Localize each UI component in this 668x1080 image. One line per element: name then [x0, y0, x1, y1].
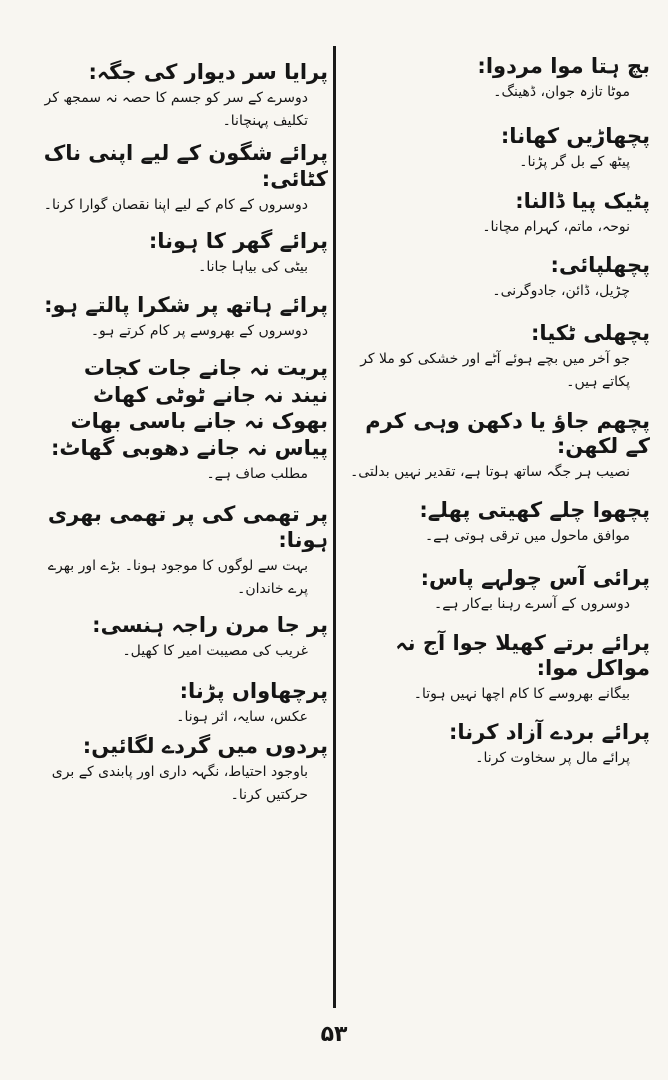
entry [28, 141, 328, 216]
right-column [350, 50, 650, 770]
entry-term: پچھوا چلے کھیتی پھلے: [419, 497, 650, 522]
left-column [28, 50, 328, 807]
entry [28, 436, 328, 486]
proverb-verse [28, 355, 328, 434]
entry [350, 720, 650, 770]
entry-meaning: باوجود احتیاط، نگہہ داری اور پابندی کے بری حرکتیں کرنا۔ [51, 763, 308, 803]
entry-term: پرائے شگون کے لیے اپنی ناک کٹائی: [43, 141, 328, 191]
entry-term: پچھلپائی: [550, 252, 650, 277]
entry-term: پچھم جاؤ یا دکھن وہی کرم کے لکھن: [365, 408, 650, 458]
entry-term: بچ ہتا موا مردوا: [477, 54, 650, 78]
entry-term: پرائے بردے آزاد کرنا: [448, 720, 650, 744]
entry [28, 293, 328, 343]
entry-term: پٹیک پیا ڈالنا: [515, 188, 650, 213]
entry-meaning: نصیب ہر جگہ ساتھ ہوتا ہے، تقدیر نہیں بدلتی۔ [350, 463, 630, 480]
entry-meaning: دوسروں کے آسرے رہنا بےکار ہے۔ [433, 596, 630, 613]
entry-meaning: غریب کی مصیبت امیر کا کھیل۔ [122, 643, 308, 660]
entry [28, 679, 328, 729]
entry-term: پرایا سر دیوار کی جگہ: [88, 60, 328, 84]
entry-meaning: مطلب صاف ہے۔ [206, 466, 308, 483]
entry-term: پچھاڑیں کھانا: [500, 124, 650, 149]
entry-term: پر تھمی کی پر تھمی بھری ہونا: [47, 502, 328, 552]
entry-meaning: نوحہ، ماتم، کہرام مچانا۔ [482, 218, 630, 235]
entry [28, 60, 328, 133]
entry [350, 498, 650, 548]
entry-meaning: عکس، سایہ، اثر ہونا۔ [176, 709, 308, 726]
entry-term: پرچھاواں پڑنا: [179, 679, 328, 704]
entry-term: پرائے گھر کا ہونا: [148, 228, 328, 253]
entry-meaning: بیٹی کی بیاہا جانا۔ [198, 259, 308, 276]
verse-line: پریت نہ جانے جات کجات [83, 356, 328, 381]
entry-meaning: دوسروں کے کام کے لیے اپنا نقصان گوارا کرنا۔ [43, 196, 308, 213]
entry [350, 54, 650, 104]
entry [28, 502, 328, 601]
entry [28, 734, 328, 807]
entry-meaning: موٹا تازہ جوان، ڈھینگ۔ [493, 84, 630, 101]
entry-meaning: پرائے مال پر سخاوت کرنا۔ [475, 750, 630, 767]
verse-line: نیند نہ جانے ٹوٹی کھاٹ [92, 382, 328, 407]
entry [350, 409, 650, 484]
column-divider [333, 46, 336, 1008]
entry-meaning: دوسروں کے بھروسے پر کام کرتے ہو۔ [90, 323, 308, 340]
entry-meaning: موافق ماحول میں ترقی ہوتی ہے۔ [424, 528, 630, 545]
verse-line: بھوک نہ جانے باسی بھات [70, 408, 328, 433]
entry-meaning: چڑیل، ڈائن، جادوگرنی۔ [492, 283, 630, 300]
page-number: ۵۳ [320, 1022, 348, 1047]
entry [350, 124, 650, 174]
entry [350, 253, 650, 303]
entry [350, 189, 650, 239]
entry-meaning: پیٹھ کے بل گر پڑنا۔ [519, 154, 630, 171]
entry [28, 229, 328, 279]
entry-meaning: دوسرے کے سر کو جسم کا حصہ نہ سمجھ کر تکلیف پہنچانا۔ [44, 90, 308, 130]
entry-meaning: بہت سے لوگوں کا موجود ہونا۔ بڑے اور بھرے پرے خاندان۔ [47, 557, 308, 597]
entry-term: پیاس نہ جانے دھوبی گھاٹ: [50, 436, 328, 461]
entry [28, 613, 328, 663]
entry-term: پر جا مرن راجہ ہنسی: [92, 613, 328, 637]
entry [350, 631, 650, 706]
entry-term: پرائے برتے کھیلا جوا آج نہ مواکل موا: [395, 630, 650, 680]
entry-term: پچھلی ٹکیا: [531, 321, 650, 346]
entry-term: پرائے ہاتھ پر شکرا پالتے ہو: [44, 293, 328, 318]
entry [350, 321, 650, 394]
entry-term: پردوں میں گردے لگائیں: [82, 733, 328, 758]
entry-term: پرائی آس چولہے پاس: [420, 566, 650, 591]
entry-meaning: بیگانے بھروسے کا کام اچھا نہیں ہوتا۔ [413, 685, 630, 702]
entry [350, 566, 650, 616]
entry-meaning: جو آخر میں بچے ہوئے آٹے اور خشکی کو ملا کر پکاتے ہیں۔ [360, 351, 630, 391]
